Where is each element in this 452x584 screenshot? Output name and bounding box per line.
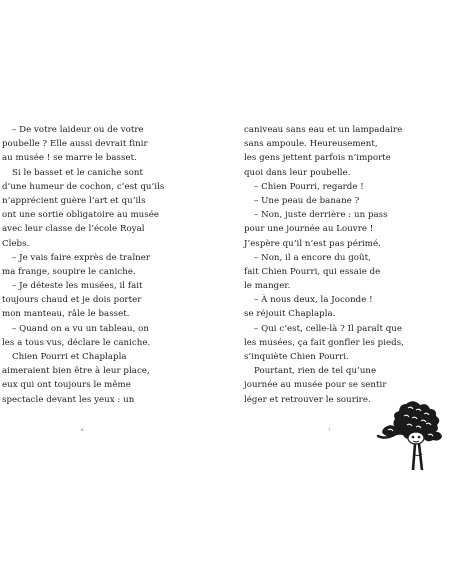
text-line: avec leur classe de l’école Royal [2, 224, 145, 235]
right-page-text [244, 123, 404, 407]
text-line: spectacle devant les yeux : un [2, 394, 135, 405]
cartoon-dog-illustration-icon [366, 398, 452, 470]
text-line: se réjouit Chaplapla. [244, 309, 336, 320]
text-line: les musées, ça fait gonfler les pieds, [244, 337, 404, 348]
text-line: – Chien Pourri, regarde ! [254, 181, 364, 192]
text-line: Si le basset et le caniche sont [12, 167, 143, 178]
text-line: – Non, juste derrière : un pass [254, 210, 388, 221]
text-line: s’inquiète Chien Pourri. [244, 352, 349, 362]
text-line: – Non, il a encore du goût, [254, 252, 371, 263]
text-line: toujours chaud et je dois porter [2, 295, 142, 306]
text-line: Chien Pourri et Chaplapla [12, 352, 127, 362]
text-line: mon manteau, râle le basset. [2, 309, 130, 320]
text-line: – Je vais faire exprès de traîner [12, 252, 151, 263]
text-line: le manger. [244, 281, 291, 292]
left-page-text [2, 123, 164, 407]
text-line: – Je déteste les musées, il fait [12, 281, 143, 292]
text-line: quoi dans leur poubelle. [244, 167, 351, 178]
text-line: Clebs. [2, 238, 30, 249]
text-line: – Une peau de banane ? [254, 195, 360, 206]
text-line: ma frange, soupire le caniche. [2, 266, 136, 277]
text-line: sans ampoule. Heureusement, [244, 139, 378, 150]
text-line: n’apprécient guère l’art et qu’ils [2, 195, 146, 206]
text-line: journée au musée pour se sentir [244, 380, 387, 391]
text-line: J’espère qu’il n’est pas périmé. [244, 238, 381, 249]
text-line: – Quand on a vu un tableau, on [12, 323, 149, 334]
text-line: les a tous vus, déclare le caniche. [2, 337, 151, 348]
text-line: les gens jettent parfois n’importe [244, 153, 391, 164]
text-line: eux qui ont toujours le même [2, 380, 131, 391]
text-line: – Qui c’est, celle-là ? Il paraît que [254, 323, 403, 334]
right-page-number: 7 [328, 427, 331, 432]
text-line: poubelle ? Elle aussi devrait finir [2, 139, 148, 150]
left-page-number: 6 [81, 427, 84, 432]
right-page [226, 0, 452, 584]
text-line: au musée ! se marre le basset. [2, 153, 137, 164]
text-line: d’une humeur de cochon, c’est qu’ils [2, 181, 165, 192]
text-line: fait Chien Pourri, qui essaie de [244, 266, 381, 277]
text-line: caniveau sans eau et un lampadaire [244, 125, 403, 135]
text-line: léger et retrouver le sourire. [244, 394, 371, 405]
text-line: – À nous deux, la Joconde ! [254, 295, 373, 306]
text-line: pour une journée au Louvre ! [244, 224, 374, 235]
text-line: aimeraient bien être à leur place, [2, 366, 150, 377]
text-line: – De votre laideur ou de votre [12, 125, 144, 135]
text-line: ont une sortie obligatoire au musée [2, 210, 159, 221]
text-line: Pourtant, rien de tel qu’une [254, 366, 377, 377]
